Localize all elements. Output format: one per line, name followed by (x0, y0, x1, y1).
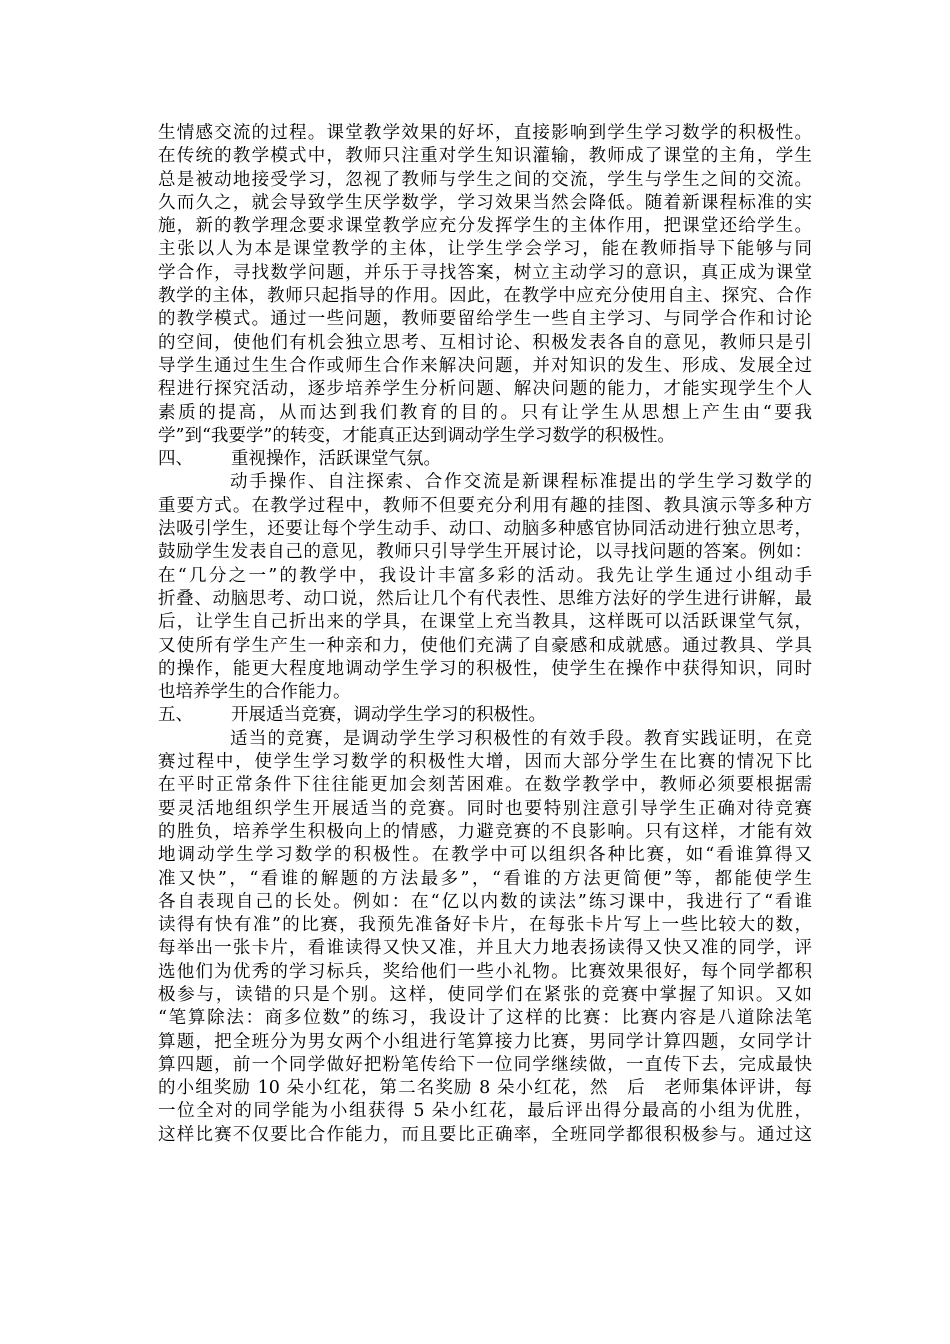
text-line: 教学的主体，教师只起指导的作用。因此，在教学中应充分使用自主、探究、合作 (158, 286, 812, 307)
text-line: 的空间，使他们有机会独立思考、互相讨论、积极发表各自的意见，教师只是引 (158, 332, 812, 353)
text-line: 学”到“我要学”的转变，才能真正达到调动学生学习数学的积极性。 (158, 425, 675, 446)
section-number: 五、 (158, 705, 193, 726)
text-line: 鼓励学生发表自己的意见，教师只引导学生开展讨论，以寻找问题的答案。例如： (158, 542, 812, 563)
text-line: 也培养学生的合作能力。 (158, 682, 351, 703)
text-line: 的小组奖励 10 朵小红花，第二名奖励 8 朵小红花，然 后 老师集体评讲，每 (158, 1078, 812, 1099)
text-line: 准又快”，“看谁的解题的方法最多”，“看谁的方法更简便”等，都能使学生 (158, 868, 812, 889)
text-line: 素质的提高，从而达到我们教育的目的。只有让学生从思想上产生由“要我 (158, 402, 812, 423)
text-line: 各自表现自己的长处。例如：在“亿以内数的读法”练习课中，我进行了“看谁 (158, 891, 812, 912)
section-heading-5 (158, 704, 812, 727)
text-line: 生情感交流的过程。课堂教学效果的好坏，直接影响到学生学习数学的积极性。 (158, 123, 812, 143)
text-line: 又使所有学生产生一种亲和力，使他们充满了自豪感和成就感。通过教具、学具 (158, 635, 812, 656)
text-line: 折叠、动脑思考、动口说，然后让几个有代表性、思维方法好的学生进行讲解，最 (158, 588, 812, 609)
text-line: 算题，把全班分为男女两个小组进行笔算接力比赛，男同学计算四题，女同学计 (158, 1031, 812, 1052)
section-title: 重视操作，活跃课堂气氛。 (231, 449, 441, 470)
text-line: 极参与，读错的只是个别。这样，使同学们在紧张的竞赛中掌握了知识。又如 (158, 984, 812, 1005)
text-line: 读得有快有准”的比赛，我预先准备好卡片，在每张卡片写上一些比较大的数， (158, 915, 812, 936)
text-line: 赛过程中，使学生学习数学的积极性大增，因而大部分学生在比赛的情况下比 (158, 752, 812, 773)
text-line: 重要方式。在教学过程中，教师不但要充分利用有趣的挂图、教具演示等多种方 (158, 495, 812, 516)
text-line: 算四题，前一个同学做好把粉笔传给下一位同学继续做，一直传下去，完成最快 (158, 1054, 812, 1075)
text-line: 后，让学生自己折出来的学具，在课堂上充当教具，这样既可以活跃课堂气氛， (158, 612, 812, 633)
paragraph-2 (158, 471, 812, 704)
paragraph-1 (158, 122, 812, 448)
text-line: 在平时正常条件下往往能更加会刻苦困难。在数学教学中，教师必须要根据需 (158, 775, 812, 796)
text-line: 总是被动地接受学习，忽视了教师与学生之间的交流，学生与学生之间的交流。 (158, 169, 812, 190)
paragraph-3 (158, 728, 812, 1147)
section-heading-4 (158, 448, 812, 471)
text-line: 要灵活地组织学生开展适当的竞赛。同时也要特别注意引导学生正确对待竞赛 (158, 798, 812, 819)
text-line: 的胜负，培养学生积极向上的情感，力避竞赛的不良影响。只有这样，才能有效 (158, 821, 812, 842)
section-title: 开展适当竞赛，调动学生学习的积极性。 (231, 705, 546, 726)
text-line: 一位全对的同学能为小组获得 5 朵小红花，最后评出得分最高的小组为优胜， (158, 1101, 812, 1122)
section-number: 四、 (158, 449, 193, 470)
text-line: “笔算除法：商多位数”的练习，我设计了这样的比赛：比赛内容是八道除法笔 (158, 1008, 812, 1029)
text-line: 久而久之，就会导致学生厌学数学，学习效果当然会降低。随着新课程标准的实 (158, 192, 812, 213)
text-line: 施，新的教学理念要求课堂教学应充分发挥学生的主体作用，把课堂还给学生。 (158, 216, 812, 237)
text-line: 地调动学生学习数学的积极性。在教学中可以组织各种比赛，如“看谁算得又 (158, 845, 812, 866)
text-line: 的教学模式。通过一些问题，教师要留给学生一些自主学习、与同学合作和讨论 (158, 309, 812, 330)
text-line: 法吸引学生，还要让每个学生动手、动口、动脑多种感官协同活动进行独立思考， (158, 519, 812, 540)
text-line: 在“几分之一”的教学中，我设计丰富多彩的活动。我先让学生通过小组动手 (158, 565, 812, 586)
text-line: 这样比赛不仅要比合作能力，而且要比正确率，全班同学都很积极参与。通过这 (158, 1124, 812, 1145)
text-line: 学合作，寻找数学问题，并乐于寻找答案，树立主动学习的意识，真正成为课堂 (158, 262, 812, 283)
text-line: 选他们为优秀的学习标兵，奖给他们一些小礼物。比赛效果很好，每个同学都积 (158, 961, 812, 982)
text-line: 程进行探究活动，逐步培养学生分析问题、解决问题的能力，才能实现学生个人 (158, 379, 812, 400)
text-line: 动手操作、自注探索、合作交流是新课程标准提出的学生学习数学的 (230, 472, 812, 493)
text-line: 每举出一张卡片，看谁读得又快又准，并且大力地表扬读得又快又准的同学，评 (158, 938, 812, 959)
document-page (158, 122, 812, 1147)
text-line: 主张以人为本是课堂教学的主体，让学生学会学习，能在教师指导下能够与同 (158, 239, 812, 260)
text-line: 适当的竞赛，是调动学生学习积极性的有效手段。教育实践证明，在竞 (230, 728, 812, 749)
text-line: 导学生通过生生合作或师生合作来解决问题，并对知识的发生、形成、发展全过 (158, 355, 812, 376)
text-line: 在传统的教学模式中，教师只注重对学生知识灌输，教师成了课堂的主角，学生 (158, 146, 812, 167)
text-line: 的操作，能更大程度地调动学生学习的积极性，使学生在操作中获得知识，同时 (158, 658, 812, 679)
